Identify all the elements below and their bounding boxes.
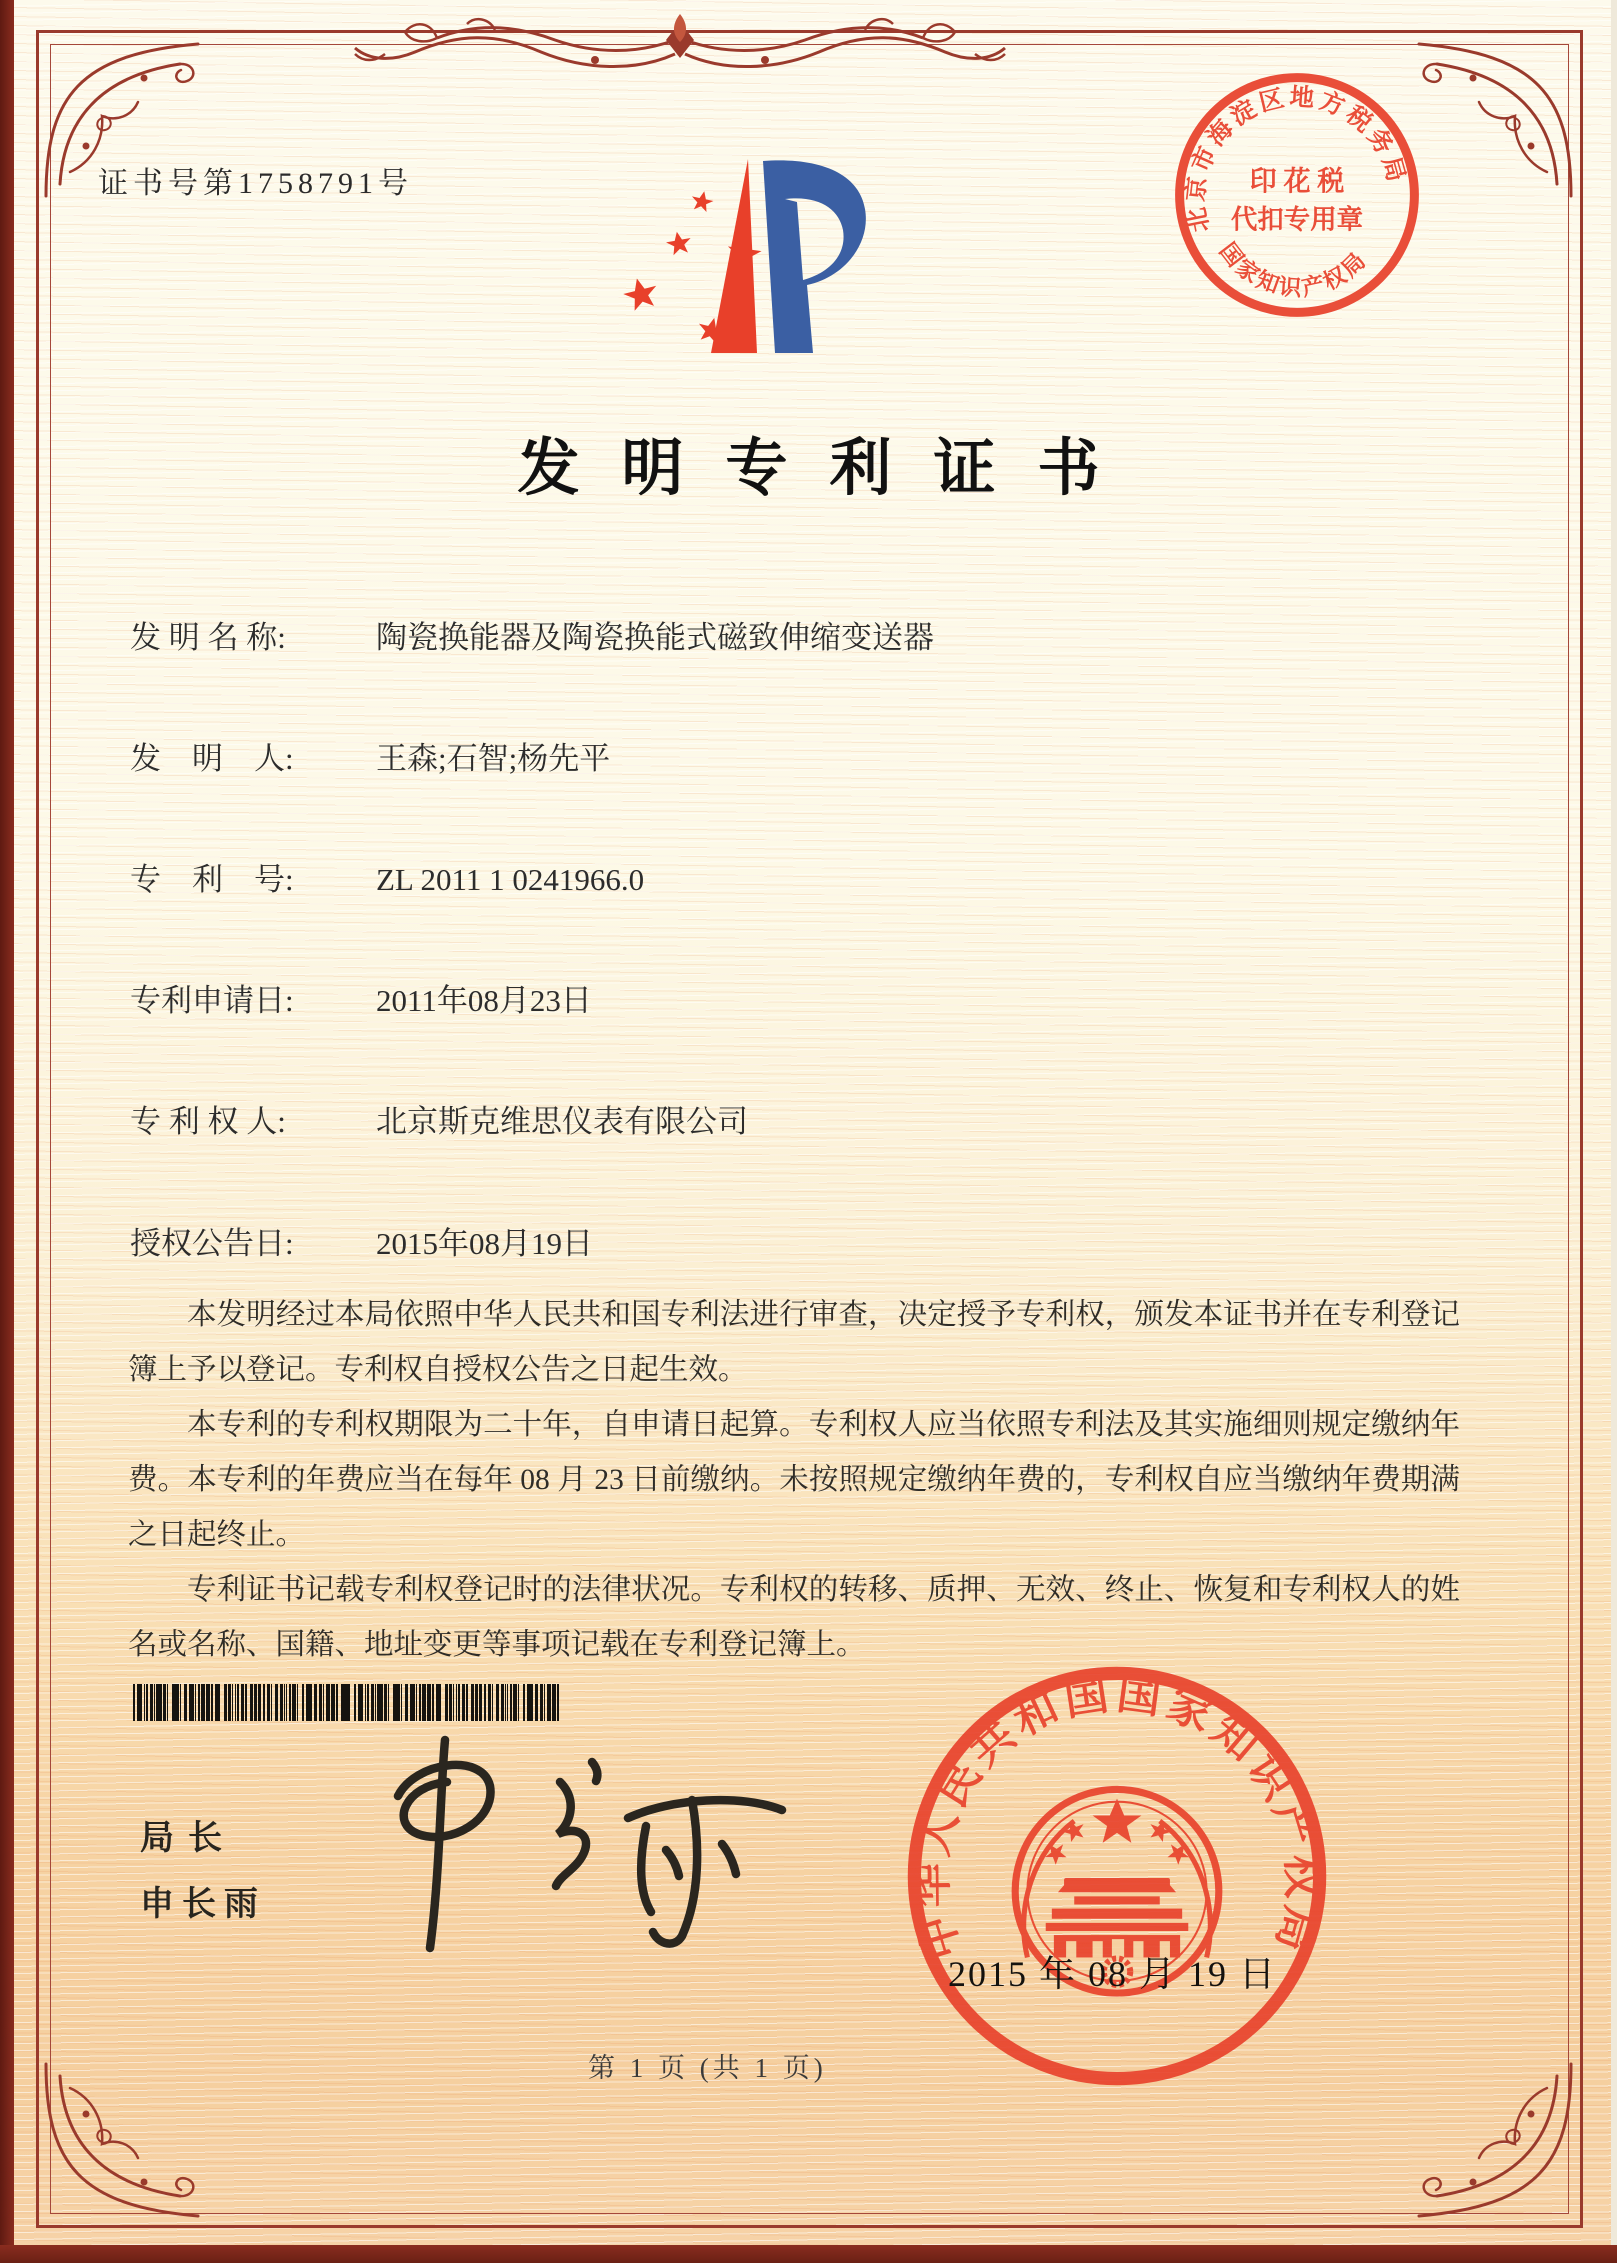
scan-edge-left [0, 0, 14, 2263]
field-patent-number [130, 854, 644, 899]
sipo-official-seal [893, 1652, 1341, 2100]
field-value: ZL 2011 1 0241966.0 [376, 862, 645, 897]
field-label: 发 明 人: [130, 741, 294, 776]
certificate-title: 发明专利证书 [517, 435, 1142, 503]
field-label: 发 明 名 称: [130, 620, 286, 655]
commissioner-name: 申长雨 [140, 1885, 266, 1923]
main-seal-arc-text: 中华人民共和国国家知识产权局 [907, 1670, 1327, 1966]
field-value: 陶瓷换能器及陶瓷换能式磁致伸缩变送器 [376, 620, 934, 655]
field-label: 专利申请日: [130, 983, 294, 1018]
corner-ornament-top-right [1407, 34, 1577, 204]
seal-date: 2015 年 08 月 19 日 [948, 1954, 1278, 1994]
sipo-logo [605, 103, 885, 361]
field-grant-date [130, 1218, 593, 1263]
page-number-footer: 第 1 页 (共 1 页) [588, 2053, 827, 2083]
tax-withholding-seal [1168, 66, 1426, 324]
field-inventors [130, 733, 610, 778]
tax-stamp-arc-bottom: 国家知识产权局 [1214, 238, 1373, 301]
signature-shen-changyu [360, 1724, 800, 1968]
corner-ornament-bottom-left [40, 2056, 210, 2226]
field-label: 专 利 权 人: [130, 1104, 286, 1139]
field-value: 王森;石智;杨先平 [376, 741, 611, 776]
legal-paragraph-3: 专利证书记载专利权登记时的法律状况。专利权的转移、质押、无效、终止、恢复和专利权人的姓名或名称、国籍、地址变更等事项记载在专利登记簿上。 [128, 1574, 1460, 1661]
scan-edge-right [1611, 0, 1617, 2263]
scan-edge-bottom [0, 2245, 1617, 2263]
corner-ornament-bottom-right [1407, 2056, 1577, 2226]
commissioner-title: 局长 [140, 1819, 236, 1857]
legal-paragraph-1: 本发明经过本局依照中华人民共和国专利法进行审查，决定授予专利权，颁发本证书并在专利登记簿上予以登记。专利权自授权公告之日起生效。 [128, 1299, 1460, 1386]
field-value: 2015年08月19日 [376, 1226, 593, 1261]
field-label: 授权公告日: [130, 1226, 294, 1261]
field-label: 专 利 号: [130, 862, 294, 897]
legal-paragraph-2: 本专利的专利权期限为二十年，自申请日起算。专利权人应当依照专利法及其实施细则规定缴纳年费。本专利的年费应当在每年 08 月 23 日前缴纳。未按照规定缴纳年费的，专利权自应当缴纳年费期满之日起终止。 [128, 1409, 1460, 1551]
barcode [133, 1684, 561, 1721]
certificate-number: 证书号第1758791号 [98, 167, 413, 200]
field-invention-name [130, 612, 934, 657]
tax-stamp-line1: 印 花 税 [1249, 165, 1345, 196]
field-patentee [130, 1096, 748, 1141]
legal-text [128, 1288, 1460, 1673]
field-value: 北京斯克维思仪表有限公司 [376, 1104, 748, 1139]
field-filing-date [130, 975, 592, 1020]
tax-stamp-arc-top: 北京市海淀区地方税务局 [1182, 83, 1411, 235]
tax-stamp-line2: 代扣专用章 [1230, 204, 1364, 235]
top-crest-ornament [345, 2, 1015, 80]
field-value: 2011年08月23日 [376, 983, 592, 1018]
